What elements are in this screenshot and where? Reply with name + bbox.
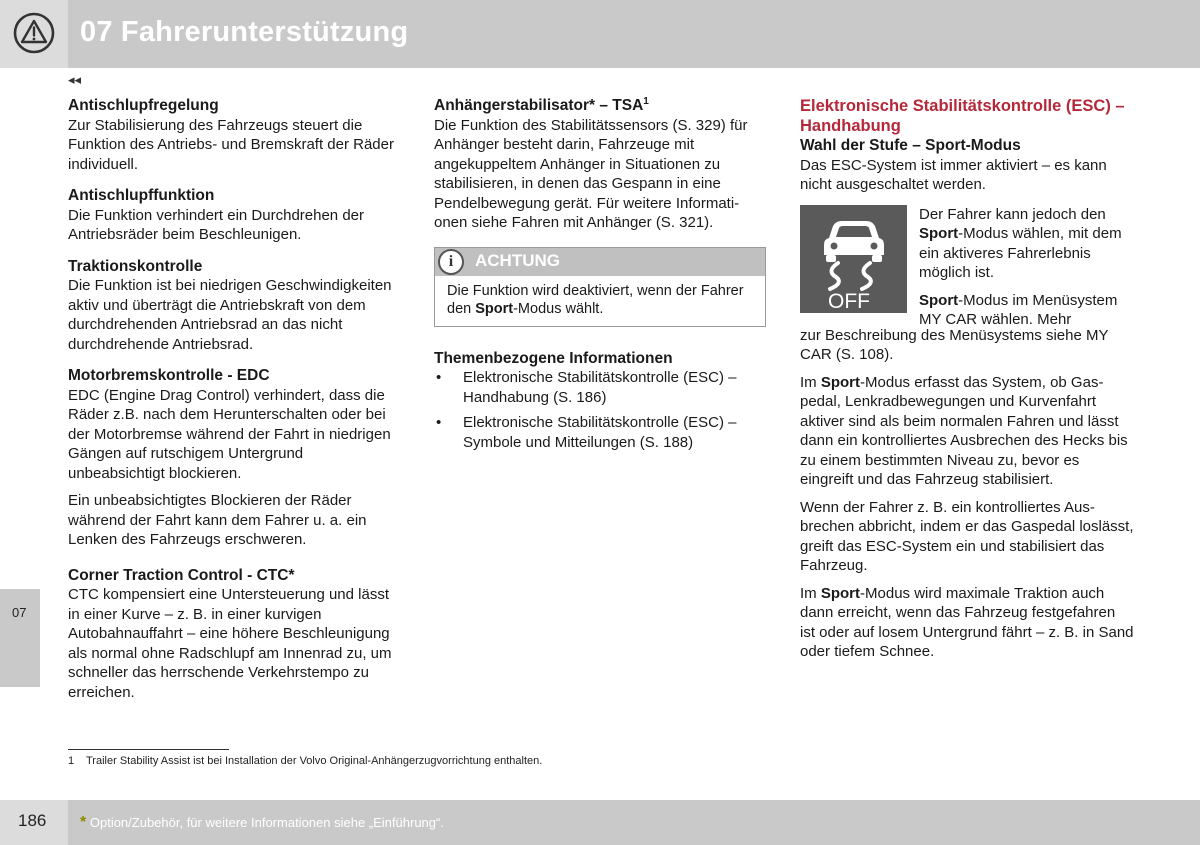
esc-section-title: Elektronische Stabilitätskontrolle (ESC) – Handhabung [800, 97, 1125, 135]
esc-icon-block [800, 205, 1134, 329]
side-tab-label: 07 [12, 605, 27, 620]
related-list [434, 368, 766, 452]
paragraph [919, 291, 1139, 330]
section-edc [68, 366, 400, 550]
paragraph [800, 373, 1134, 490]
paragraph: Wenn der Fahrer z. B. ein kontrolliertes Ausbrechen abbricht, indem er das Gaspedal loslässt, greift das ESC-System ein und stabilisiert das Fahrzeug. [800, 498, 1134, 574]
section-ctc [68, 566, 400, 703]
section-heading: Antischlupffunktion [68, 187, 215, 204]
section-text: Ein unbeabsichtigtes Blockieren der Räder während der Fahrt kann dem Fahrer u. a. ein Lenken des Fahrzeugs erschweren. [68, 492, 367, 548]
section-text: EDC (Engine Drag Control) verhindert, dass die Räder z.B. nach dem Herunterschalten oder bei der Motorbremse während der Fahrt in niedrigen Gängen auf rutschigem Untergrund unbeabsichtigt blockieren. [68, 386, 391, 482]
chapter-side-tab[interactable] [0, 589, 40, 687]
p4-text-c: -Modus erfasst das System, ob Gaspedal, Lenkradbewegungen und Kurvenfahrt aktiver sind als beim normalen Fahren und lässt dann ein kontrolliertes Ausbrechen des Hecks bis zu einem bestimmten Niveau zu, bevor es eingreift und das Fahrzeug stabilisiert. [800, 373, 1128, 488]
prev-page-arrow-icon[interactable]: ◂◂ [68, 72, 82, 87]
p2-text-bold: Sport [919, 225, 959, 242]
achtung-text [435, 276, 765, 326]
paragraph: Das ESC-System ist immer aktiviert – es kann nicht ausgeschaltet werden. [800, 156, 1107, 193]
related-link[interactable]: • Elektronische Stabilitätskontrolle (ESC) – Symbole und Mitteilungen (S. 188) [434, 413, 766, 452]
subsection-heading: Wahl der Stufe – Sport-Modus [800, 137, 1021, 154]
paragraph [800, 584, 1134, 662]
page-number: 186 [18, 811, 47, 830]
footer-note-text: Option/Zubehör, für weitere Informationen siehe „Einführung“. [89, 815, 444, 830]
achtung-header [435, 248, 765, 276]
esc-off-label: OFF [828, 289, 870, 313]
p4-text-a: Im [800, 373, 821, 391]
achtung-box [434, 247, 766, 327]
footnote-number: 1 [68, 755, 75, 767]
esc-icon-text [919, 205, 1139, 330]
section-text: Die Funktion verhindert ein Durchdrehen der Antriebsräder beim Beschleunigen. [68, 206, 364, 243]
section-text: Die Funktion des Stabilitätssensors (S. 329) für Anhänger besteht darin, Fahrzeuge mit angekuppeltem Anhänger in Situationen zu stabilisieren, in denen das Gespann in eine Pendelbewegung gerät. Für weitere Informationen siehe Fahren mit Anhänger (S. 321). [434, 116, 748, 231]
chapter-title: 07 Fahrerunterstützung [80, 16, 409, 48]
p4-text-bold: Sport [820, 373, 861, 391]
section-heading: Corner Traction Control - CTC* [68, 566, 295, 584]
column-2 [434, 96, 766, 458]
related-heading: Themenbezogene Informationen [434, 349, 673, 367]
p6-text-bold: Sport [820, 584, 861, 602]
achtung-text-bold: Sport [475, 300, 514, 317]
section-heading: Traktionskontrolle [68, 257, 203, 275]
footnote-text: Trailer Stability Assist ist bei Installation der Volvo Original-Anhängerzugvorrichtung enthalten. [86, 755, 543, 767]
footnote-marker[interactable]: 1 [643, 95, 649, 107]
achtung-text-a: Die Funktion wird deaktiviert, wenn der Fahrer den [447, 282, 744, 317]
achtung-label: ACHTUNG [475, 250, 560, 270]
p2-text-a: Der Fahrer kann jedoch den [919, 205, 1106, 223]
related-link[interactable]: • Elektronische Stabilitätskontrolle (ESC) – Handhabung (S. 186) [434, 368, 766, 407]
section-text: Zur Stabilisierung des Fahrzeugs steuert die Funktion des Antriebs- und Bremskraft der Räder individuell. [68, 116, 394, 173]
p3-text-b: -Modus im Menüsystem MY CAR wählen. Mehr [919, 291, 1118, 328]
column-3 [800, 96, 1134, 662]
p6-text-a: Im [800, 584, 821, 602]
footer-note [80, 814, 444, 832]
section-text: CTC kompensiert eine Untersteuerung und lässt in einer Kurve – z. B. in einer kurvigen Autobahnauffahrt – eine höhere Beschleunigung als normal ohne Radschlupf am Innenrad zu, um schneller das herrschende Verkehrstempo zu erreichen. [68, 586, 392, 701]
section-heading: Antischlupfregelung [68, 97, 219, 114]
related-info [434, 349, 766, 453]
column-1 [68, 96, 400, 714]
tsa-heading-text: Anhängerstabilisator* – TSA [434, 97, 644, 114]
p6-text-c: -Modus wird maximale Traktion auch dann erreicht, wenn das Fahrzeug festgefahren ist oder auf losem Untergrund fährt – z. B. in Sand oder tiefem Schnee. [800, 584, 1134, 660]
warning-triangle-icon [13, 12, 55, 54]
paragraph [919, 205, 1139, 283]
p2-text-c: -Modus wählen, mit dem ein aktiveres Fahrerlebnis möglich ist. [919, 225, 1122, 281]
section-heading [434, 96, 766, 116]
section-tsa [434, 96, 766, 233]
section-antischlupffunktion [68, 186, 400, 245]
achtung-text-b: -Modus wählt. [513, 300, 604, 317]
option-star-icon: * [80, 814, 87, 831]
p3-text-bold: Sport [919, 291, 959, 309]
paragraph: zur Beschreibung des Menüsystems siehe MY CAR (S. 108). [800, 326, 1109, 363]
section-text: Die Funktion ist bei niedrigen Geschwindigkeiten aktiv und überträgt die Antriebskraft von dem durchdrehenden Antriebsrad an das nicht durchdrehende Antriebsrad. [68, 277, 392, 353]
section-traktionskontrolle [68, 257, 400, 355]
section-antischlupfregelung [68, 96, 400, 174]
section-heading: Motorbremskontrolle - EDC [68, 367, 270, 384]
footnote-rule [68, 749, 229, 750]
footnote [68, 755, 542, 767]
info-icon: i [438, 249, 464, 275]
header-icon-box [0, 0, 68, 68]
esc-off-icon [800, 205, 907, 313]
